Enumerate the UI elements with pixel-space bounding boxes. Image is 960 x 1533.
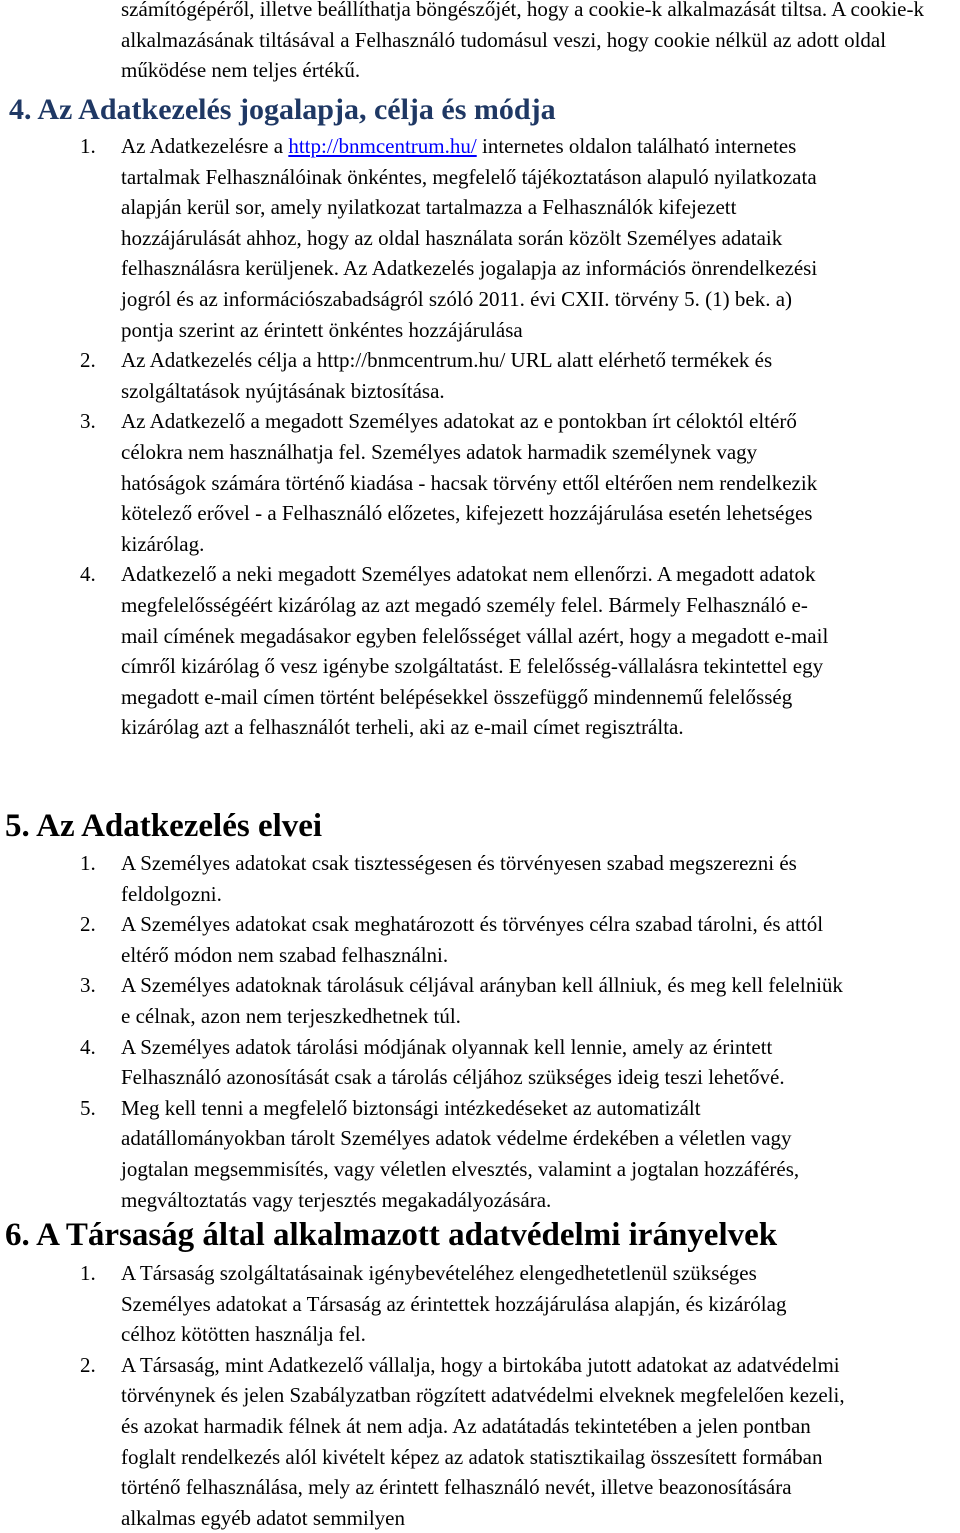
list-item-number: 1. [80,851,96,875]
list-item [0,131,845,345]
list-item-text: internetes oldalon található internetes tartalmak Felhasználóinak önkéntes, megfelelő tájékoztatáson alapuló nyilatkozata alapján kerül sor, amely nyilatkozat tartalmazza a Felhasználók kifejezett hozzájárulását ahhoz, hogy az oldal használata során közölt Személyes adataik felhasználásra kerüljenek. Az Adatkezelés jogalapja az információs önrendelkezési jogról és az információszabadságról szóló 2011. évi CXII. törvény 5. (1) bek. a) pontja szerint az érintett önkéntes hozzájárulása [121,134,818,342]
list-item-number: 5. [80,1095,96,1120]
list-item-text: A Személyes adatoknak tárolásuk céljával arányban kell állniuk, és meg kell felelniük e célnak, azon nem terjeszkedhetnek túl. [121,973,843,1028]
list-item-text: Adatkezelő a neki megadott Személyes adatokat nem ellenőrzi. A megadott adatok megfelelősségéért kizárólag az azt megadó személy felel. Bármely Felhasználó e-mail címének megadásakor egyben felelősséget vállal azért, hogy a megadott e-mail címről kizárólag ő vesz igénybe szolgáltatást. E felelősség-vállalásra tekintettel egy megadott e-mail címen történt belépésekkel összefüggő mindennemű felelősség kizárólag azt a felhasználót terheli, aki az e-mail címet regisztrálta. [121,562,829,740]
list-item-text: Az Adatkezelés célja a http://bnmcentrum.hu/ URL alatt elérhető termékek és szolgáltatások nyújtásának biztosítása. [121,348,773,403]
section-6-heading: 6. A Társaság által alkalmazott adatvédelmi irányelvek [5,1217,778,1253]
list-item [0,406,845,559]
list-item-number: 3. [80,409,96,434]
list-item [0,848,845,909]
list-item-number: 1. [80,134,96,158]
list-item-text: A Személyes adatokat csak meghatározott és törvényes célra szabad tárolni, és attól eltérő módon nem szabad felhasználni. [121,912,824,967]
list-item [0,1350,845,1533]
list-item-number: 3. [80,973,96,998]
list-item [0,909,845,970]
list-item-number: 2. [80,348,96,373]
list-item-text: Az Adatkezelésre a [121,134,289,158]
list-item [0,345,845,406]
list-item-number: 1. [80,1261,96,1285]
list-item-text: A Társaság, mint Adatkezelő vállalja, hogy a birtokába jutott adatokat az adatvédelmi törvénynek és jelen Szabályzatban rögzített adatvédelmi elveknek megfelelően kezeli, és azokat harmadik félnek át nem adja. Az adatátadás tekintetében a jelen pontban foglalt rendelkezés alól kivételt képez az adatok statisztikailag összesített formában történő felhasználása, mely az érintett felhasználó nevét, illetve beazonosítására alkalmas egyéb adatot semmilyen [121,1352,845,1530]
list-item-number: 2. [80,912,96,937]
website-link[interactable]: http://bnmcentrum.hu/ [288,134,477,158]
list-item-number: 4. [80,1034,96,1059]
list-item [0,970,845,1031]
section-5-list [0,848,845,1215]
section-5-heading: 5. Az Adatkezelés elvei [5,808,323,844]
section-6-list [0,1258,845,1533]
list-item [0,1093,845,1215]
list-item [0,1032,845,1093]
list-item-text: A Társaság szolgáltatásainak igénybevételéhez elengedhetetlenül szükséges Személyes adatokat a Társaság az érintettek hozzájárulása alapján, és kizárólag célhoz kötötten használja fel. [121,1261,787,1347]
section-4-list [0,131,845,743]
section-4-heading: 4. Az Adatkezelés jogalapja, célja és módja [9,93,556,126]
list-item-number: 2. [80,1352,96,1377]
list-item [0,559,845,743]
intro-paragraph: számítógépéről, illetve beállíthatja böngészőjét, hogy a cookie-k alkalmazását tiltsa. A cookie-k alkalmazásának tiltásával a Felhasználó tudomásul veszi, hogy cookie nélkül az adott oldal működése nem teljes értékű. [121,0,924,83]
list-item-text: A Személyes adatok tárolási módjának olyannak kell lennie, amely az érintett Felhasználó azonosítását csak a tárolás céljához szükséges ideig teszi lehetővé. [121,1034,785,1090]
list-item-text: A Személyes adatokat csak tisztességesen és törvényesen szabad megszerezni és feldolgozni. [121,851,797,906]
list-item-number: 4. [80,562,96,587]
list-item [0,1258,845,1350]
list-item-text: Az Adatkezelő a megadott Személyes adatokat az e pontokban írt céloktól eltérő célokra nem használhatja fel. Személyes adatok harmadik személynek vagy hatóságok számára történő kiadása - hacsak törvény ettől eltérően nem rendelkezik kötelező erővel - a Felhasználó előzetes, kifejezett hozzájárulása esetén lehetséges kizárólag. [121,409,818,556]
list-item-text: Meg kell tenni a megfelelő biztonsági intézkedéseket az automatizált adatállományokban tárolt Személyes adatok védelme érdekében a véletlen vagy jogtalan megsemmisítés, vagy véletlen elvesztés, valamint a jogtalan hozzáférés, megváltoztatás vagy terjesztés megakadályozására. [121,1095,800,1212]
